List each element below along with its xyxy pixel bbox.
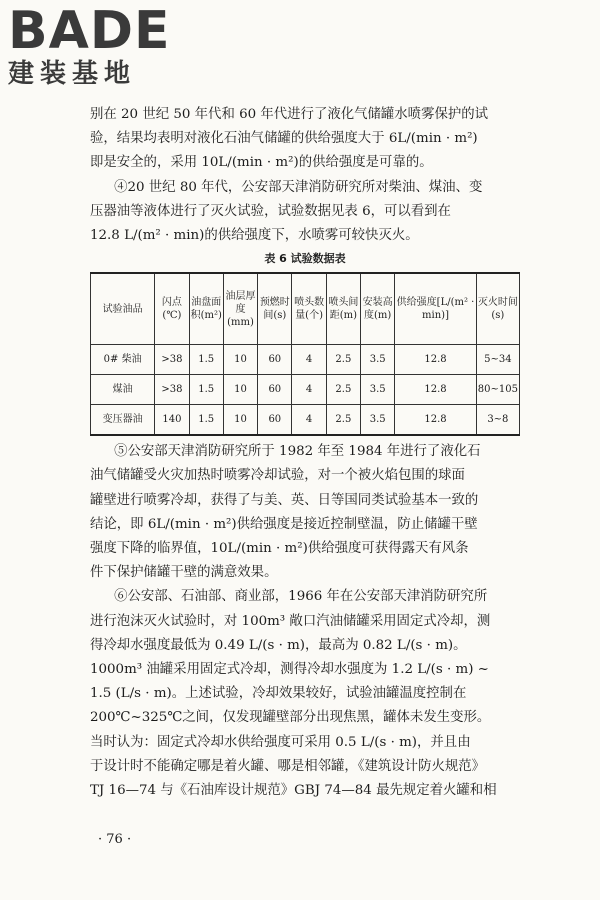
table-row — [91, 345, 520, 375]
header-pan-area: 油盘面积(m²) — [189, 273, 223, 345]
text-line: ⑤公安部天津消防研究所于 1982 年至 1984 年进行了液化石 — [114, 444, 481, 460]
table-cell: 3~8 — [476, 405, 519, 436]
table-cell: 4 — [292, 375, 326, 405]
text-line: 进行泡沫灭火试验时，对 100m³ 敞口汽油储罐采用固定式冷却，测 — [90, 613, 491, 629]
table-cell: 2.5 — [326, 405, 360, 436]
header-extinguish-time: 灭火时间(s) — [476, 273, 519, 345]
text-line: 件下保护储罐干壁的满意效果。 — [90, 565, 278, 581]
table-cell: 60 — [258, 405, 292, 436]
text-line: 压器油等液体进行了灭火试验，试验数据见表 6，可以看到在 — [90, 203, 451, 219]
table-cell: 4 — [292, 345, 326, 375]
table-cell: 10 — [223, 405, 257, 436]
header-oil-thickness: 油层厚度(mm) — [223, 273, 257, 345]
text-line: 别在 20 世纪 50 年代和 60 年代进行了液化气储罐水喷雾保护的试 — [90, 107, 489, 122]
page-number: · 76 · — [98, 832, 132, 847]
header-nozzle-spacing: 喷头间距(m) — [326, 273, 360, 345]
text-line: 油气储罐受火灾加热时喷雾冷却试验，对一个被火焰包围的球面 — [90, 468, 465, 484]
header-nozzle-count: 喷头数量(个) — [292, 273, 326, 345]
text-line: 验，结果均表明对液化石油气储罐的供给强度大于 6L/(min · m²) — [90, 131, 478, 147]
table-title: 表 6 试验数据表 — [264, 252, 346, 266]
table-cell: 1.5 — [189, 345, 223, 375]
text-line: 结论，即 6L/(min · m²)供给强度是接近控制壁温，防止储罐干壁 — [90, 516, 478, 532]
paragraph-1 — [90, 103, 520, 176]
text-line: 得冷却水强度最低为 0.49 L/(s · m)，最高为 0.82 L/(s · m)。 — [90, 637, 467, 653]
page-body — [90, 103, 520, 803]
paragraph-3 — [90, 440, 520, 585]
table-cell: 10 — [223, 375, 257, 405]
text-line: ④20 世纪 80 年代，公安部天津消防研究所对柴油、煤油、变 — [114, 179, 483, 195]
logo-subtitle: 建装基地 — [8, 59, 137, 89]
paragraph-2 — [90, 176, 520, 249]
table-cell: 4 — [292, 405, 326, 436]
text-line: 强度下降的临界值，10L/(min · m²)供给强度可获得露天有风条 — [90, 541, 469, 557]
table-cell: 3.5 — [361, 375, 395, 405]
table-cell: 2.5 — [326, 375, 360, 405]
table-cell: 12.8 — [395, 345, 476, 375]
text-line: TJ 16—74 与《石油库设计规范》GBJ 74—84 最先规定着火罐和相 — [90, 783, 497, 799]
table-cell: 1.5 — [189, 375, 223, 405]
table-cell: 3.5 — [361, 405, 395, 436]
table-cell: >38 — [155, 375, 189, 405]
table-header-row — [91, 273, 520, 345]
header-supply-intensity: 供给强度[L/(m² · min)] — [395, 273, 476, 345]
table-cell: 1.5 — [189, 405, 223, 436]
table-cell: 80~105 — [476, 375, 519, 405]
text-line: 即是安全的，采用 10L/(min · m²)的供给强度是可靠的。 — [90, 155, 433, 171]
header-flash-point: 闪点(℃) — [155, 273, 189, 345]
text-line: 200℃~325℃之间，仅发现罐壁部分出现焦黑，罐体未发生变形。 — [90, 710, 491, 726]
table-cell: 变压器油 — [91, 405, 155, 436]
table-row — [91, 375, 520, 405]
table-cell: 60 — [258, 375, 292, 405]
table-cell: 12.8 — [395, 375, 476, 405]
text-line: ⑥公安部、石油部、商业部，1966 年在公安部天津消防研究所 — [114, 589, 488, 605]
text-line: 1000m³ 油罐采用固定式冷却，测得冷却水强度为 1.2 L/(s · m) ~ — [90, 662, 489, 678]
header-preburn-time: 预燃时间(s) — [258, 273, 292, 345]
table-cell: 10 — [223, 345, 257, 375]
text-line: 于设计时不能确定哪是着火罐、哪是相邻罐，《建筑设计防火规范》 — [90, 758, 486, 774]
bade-logo — [8, 1, 178, 90]
table-cell: >38 — [155, 345, 189, 375]
table-cell: 煤油 — [91, 375, 155, 405]
table-cell: 3.5 — [361, 345, 395, 375]
table-row — [91, 405, 520, 436]
text-line: 罐壁进行喷雾冷却，获得了与美、英、日等国同类试验基本一致的 — [90, 492, 479, 508]
paragraph-4 — [90, 585, 520, 803]
text-line: 当时认为：固定式冷却水供给强度可采用 0.5 L/(s · m)，并且由 — [90, 734, 471, 750]
table-cell: 0# 柴油 — [91, 345, 155, 375]
table-cell: 60 — [258, 345, 292, 375]
table-cell: 140 — [155, 405, 189, 436]
header-oil: 试验油品 — [91, 273, 155, 345]
test-data-table — [90, 272, 520, 436]
text-line: 1.5 (L/s · m)。上述试验，冷却效果较好，试验油罐温度控制在 — [90, 686, 467, 702]
text-line: 12.8 L/(m² · min)的供给强度下，水喷雾可较快灭火。 — [90, 228, 419, 244]
table-cell: 5~34 — [476, 345, 519, 375]
table-cell: 2.5 — [326, 345, 360, 375]
header-install-height: 安装高度(m) — [361, 273, 395, 345]
table-cell: 12.8 — [395, 405, 476, 436]
logo-wordmark: BADE — [8, 1, 171, 61]
